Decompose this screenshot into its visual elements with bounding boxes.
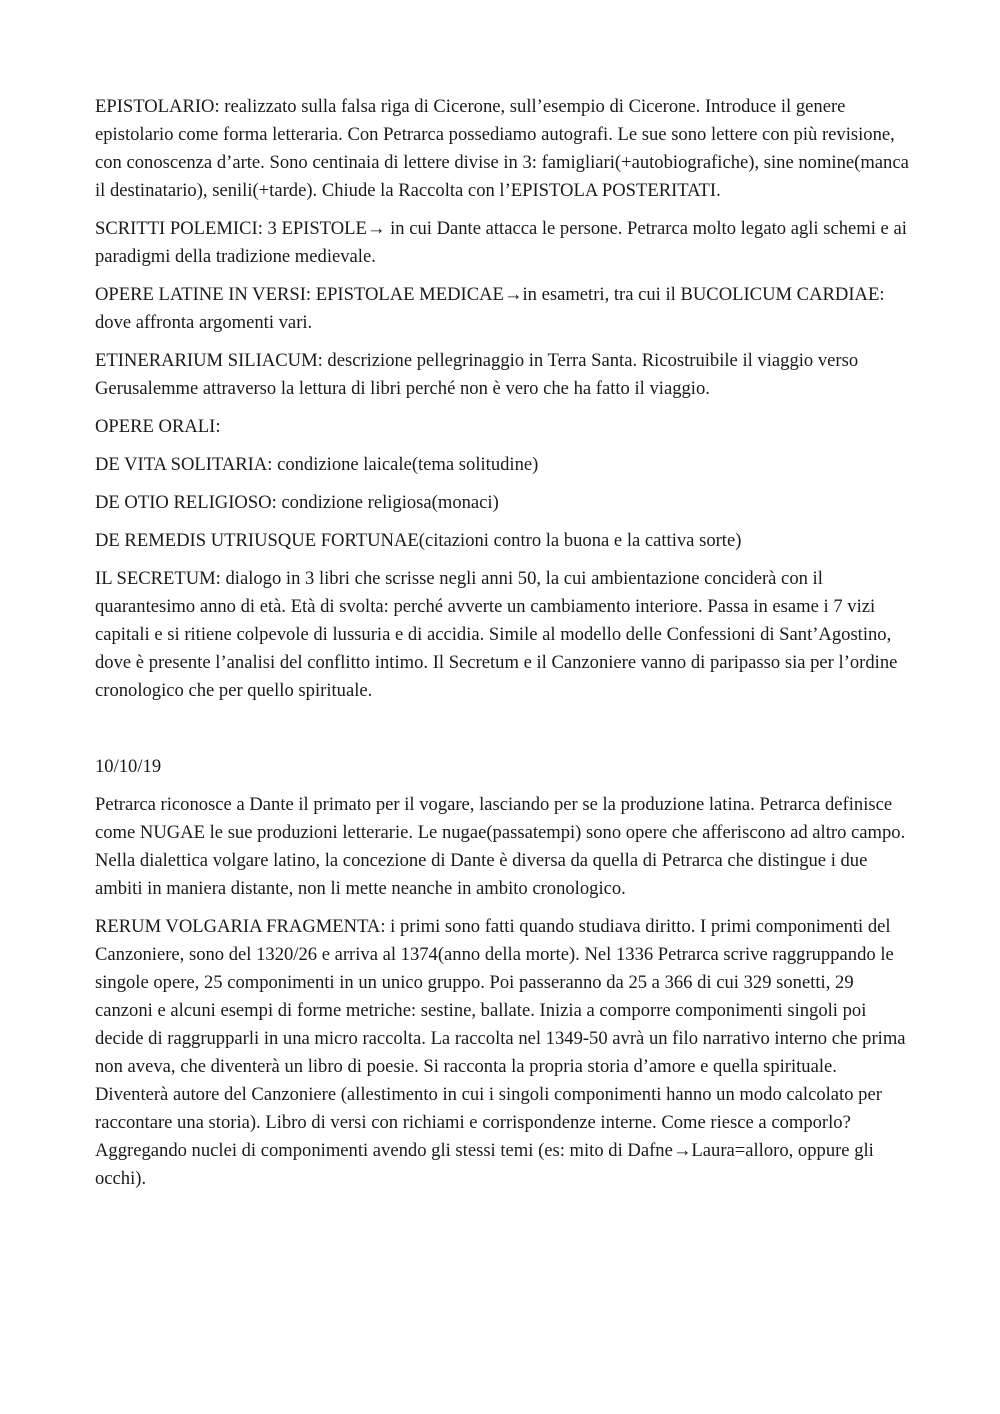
paragraph-de-remedis: DE REMEDIS UTRIUSQUE FORTUNAE(citazioni contro la buona e la cattiva sorte) (95, 530, 742, 551)
document-page (95, 93, 910, 1203)
paragraph-etinerarium: ETINERARIUM SILIACUM: descrizione pellegrinaggio in Terra Santa. Ricostruibile il viaggio verso Gerusalemme attraverso la lettura di libri perché non è vero che ha fatto il viaggio. (95, 350, 859, 399)
paragraph-de-otio-religioso: DE OTIO RELIGIOSO: condizione religiosa(monaci) (95, 492, 499, 513)
paragraph-opere-latine-in-versi: OPERE LATINE IN VERSI: EPISTOLAE MEDICAE→in esametri, tra cui il BUCOLICUM CARDIAE: dove affronta argomenti vari. (95, 284, 885, 333)
paragraph-petrarca-dante: Petrarca riconosce a Dante il primato per il vogare, lasciando per se la produzione latina. Petrarca definisce come NUGAE le sue produzioni letterarie. Le nugae(passatempi) sono opere che afferiscono ad altro campo. Nella dialettica volgare latino, la concezione di Dante è diversa da quella di Petrarca che distingue i due ambiti in maniera distante, non li mette neanche in ambito cronologico. (95, 794, 906, 899)
blank-line (95, 715, 910, 753)
paragraph-rerum-volgaria-fragmenta: RERUM VOLGARIA FRAGMENTA: i primi sono fatti quando studiava diritto. I primi componimenti del Canzoniere, sono del 1320/26 e arriva al 1374(anno della morte). Nel 1336 Petrarca scrive raggruppando le singole opere, 25 componimenti in un unico gruppo. Poi passeranno da 25 a 366 di cui 329 sonetti, 29 canzoni e alcuni esempi di forme metriche: sestine, ballate. Inizia a comporre componimenti singoli poi decide di raggrupparli in una micro raccolta. La raccolta nel 1349-50 avrà un filo narrativo interno che prima non aveva, che diventerà un libro di poesie. Si racconta la propria storia d’amore e quella spirituale. Diventerà autore del Canzoniere (allestimento in cui i singoli componimenti hanno un modo calcolato per raccontare una storia). Libro di versi con richiami e corrispondenze interne. Come riesce a comporlo? Aggregando nuclei di componimenti avendo gli stessi temi (es: mito di Dafne→Laura=alloro, oppure gli occhi). (95, 916, 906, 1189)
paragraph-epistolario: EPISTOLARIO: realizzato sulla falsa riga di Cicerone, sull’esempio di Cicerone. Introduce il genere epistolario come forma letteraria. Con Petrarca possediamo autografi. Le sue sono lettere con più revisione, con conoscenza d’arte. Sono centinaia di lettere divise in 3: famigliari(+autobiografiche), sine nomine(manca il destinatario), senili(+tarde). Chiude la Raccolta con l’EPISTOLA POSTERITATI. (95, 96, 909, 201)
paragraph-secretum: IL SECRETUM: dialogo in 3 libri che scrisse negli anni 50, la cui ambientazione conciderà con il quarantesimo anno di età. Età di svolta: perché avverte un cambiamento interiore. Passa in esame i 7 vizi capitali e si ritiene colpevole di lussuria e di accidia. Simile al modello delle Confessioni di Sant’Agostino, dove è presente l’analisi del conflitto intimo. Il Secretum e il Canzoniere vanno di paripasso sia per l’ordine cronologico che per quello spirituale. (95, 568, 898, 701)
paragraph-de-vita-solitaria: DE VITA SOLITARIA: condizione laicale(tema solitudine) (95, 454, 539, 475)
paragraph-opere-orali: OPERE ORALI: (95, 416, 221, 437)
paragraph-scritti-polemici: SCRITTI POLEMICI: 3 EPISTOLE→ in cui Dante attacca le persone. Petrarca molto legato agli schemi e ai paradigmi della tradizione medievale. (95, 218, 907, 267)
date-heading: 10/10/19 (95, 756, 162, 777)
